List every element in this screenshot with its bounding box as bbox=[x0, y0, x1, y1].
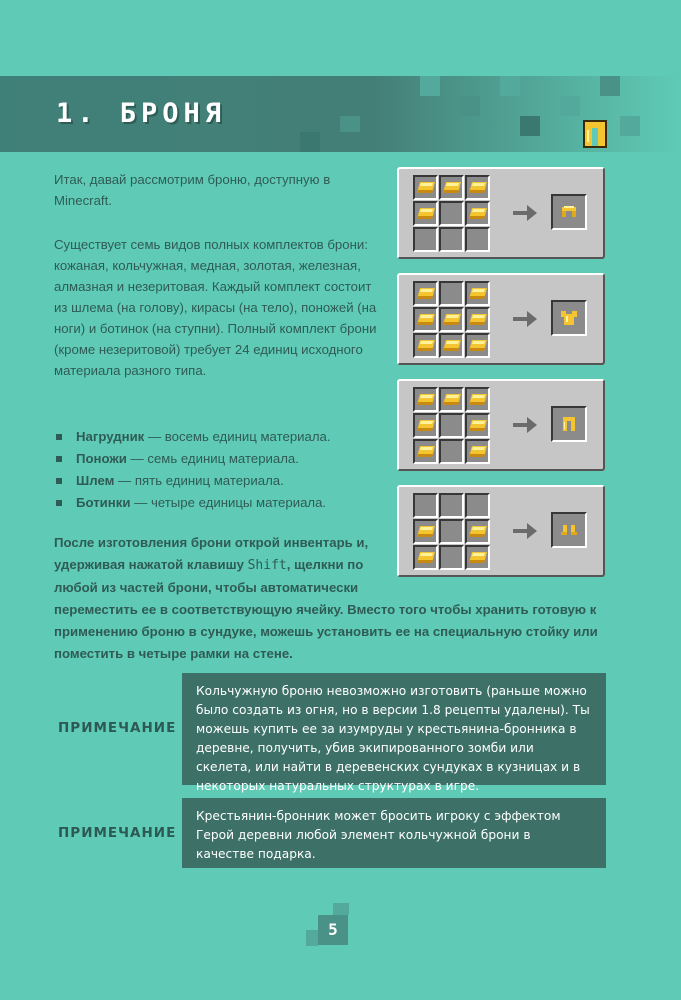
crafting-slot bbox=[465, 281, 490, 306]
crafting-slot bbox=[439, 413, 464, 438]
crafting-slot bbox=[413, 227, 438, 252]
gold-ingot-icon bbox=[469, 314, 487, 325]
bullet-icon bbox=[56, 500, 62, 506]
page-number: 5 bbox=[328, 920, 338, 939]
gold-ingot-icon bbox=[417, 288, 435, 299]
bullet-list bbox=[54, 426, 384, 514]
crafting-slot bbox=[465, 387, 490, 412]
crafting-slot bbox=[413, 439, 438, 464]
crafting-grid bbox=[413, 387, 491, 465]
crafting-slot bbox=[439, 493, 464, 518]
bullet-text: — семь единиц материала. bbox=[126, 451, 299, 466]
gold-ingot-icon bbox=[443, 182, 461, 193]
bullet-text: — пять единиц материала. bbox=[114, 473, 284, 488]
list-item bbox=[54, 470, 384, 492]
recipe-boots bbox=[397, 485, 605, 577]
gold-ingot-icon bbox=[417, 314, 435, 325]
output-slot bbox=[551, 194, 587, 230]
bullet-icon bbox=[56, 478, 62, 484]
crafting-slot bbox=[439, 227, 464, 252]
crafting-grid bbox=[413, 281, 491, 359]
note-box: Крестьянин-бронник может бросить игроку с эффектом Герой деревни любой элемент кольчужной брони в качестве подарка. bbox=[182, 798, 606, 868]
output-slot bbox=[551, 300, 587, 336]
output-slot bbox=[551, 406, 587, 442]
crafting-slot bbox=[465, 307, 490, 332]
crafting-slot bbox=[439, 175, 464, 200]
gold-ingot-icon bbox=[469, 552, 487, 563]
bullet-term: Поножи bbox=[76, 451, 127, 466]
gold-ingot-icon bbox=[417, 394, 435, 405]
banner-pixel bbox=[300, 132, 320, 152]
gold-ingot-icon bbox=[443, 314, 461, 325]
banner-pixel bbox=[500, 76, 520, 96]
gold-ingot-icon bbox=[443, 340, 461, 351]
crafting-slot bbox=[439, 519, 464, 544]
crafting-slot bbox=[439, 307, 464, 332]
crafting-slot bbox=[465, 413, 490, 438]
gold-ingot-icon bbox=[469, 340, 487, 351]
crafting-slot bbox=[439, 545, 464, 570]
crafting-slot bbox=[465, 493, 490, 518]
recipe-leggings bbox=[397, 379, 605, 471]
gold-ingot-icon bbox=[417, 420, 435, 431]
banner-pixel bbox=[340, 116, 360, 132]
crafting-slot bbox=[439, 333, 464, 358]
banner-pixel bbox=[520, 116, 540, 136]
instructions-text-2: , щелкни по любой из частей брони, чтобы автоматически переместить ее в соответствующую ячейку. Вместо того чтобы хранить готовую к применению броню в сундуке, можешь установить ее на специальную стойку или поместить в четыре рамки на стене. bbox=[54, 557, 598, 661]
crafting-slot bbox=[465, 333, 490, 358]
crafting-slot bbox=[439, 439, 464, 464]
note-label: ПРИМЕЧАНИЕ bbox=[58, 825, 177, 841]
gold-ingot-icon bbox=[443, 394, 461, 405]
gold-ingot-icon bbox=[417, 526, 435, 537]
crafting-slot bbox=[439, 387, 464, 412]
instructions-text-1: После изготовления брони открой инвентарь и, удерживая нажатой клавишу bbox=[54, 535, 369, 572]
gold-ingot-icon bbox=[469, 420, 487, 431]
crafting-slot bbox=[413, 201, 438, 226]
gold-helmet-icon bbox=[559, 202, 579, 222]
crafting-slot bbox=[465, 545, 490, 570]
crafting-grid bbox=[413, 493, 491, 571]
arrow-right-icon bbox=[513, 205, 537, 221]
output-slot bbox=[551, 512, 587, 548]
crafting-slot bbox=[413, 493, 438, 518]
note-box: Кольчужную броню невозможно изготовить (раньше можно было создать из огня, но в версии 1.8 рецепты удалены). Ты можешь купить ее за изумруды у крестьянина-бронника в деревне, получить, убив экипированного зомби или скелета, или найти в деревенских сундуках в кузницах и в некоторых натуральных структурах в игре. bbox=[182, 673, 606, 785]
gold-ingot-icon bbox=[417, 552, 435, 563]
banner-pixel bbox=[460, 96, 480, 116]
crafting-slot bbox=[413, 413, 438, 438]
gold-leggings-icon bbox=[559, 414, 579, 434]
bullet-term: Нагрудник bbox=[76, 429, 145, 444]
bullet-icon bbox=[56, 434, 62, 440]
pagenum-pixel bbox=[333, 903, 349, 915]
list-item bbox=[54, 492, 384, 514]
recipe-helmet bbox=[397, 167, 605, 259]
crafting-slot bbox=[413, 387, 438, 412]
banner-pixel bbox=[560, 96, 580, 116]
crafting-slot bbox=[465, 439, 490, 464]
arrow-right-icon bbox=[513, 523, 537, 539]
crafting-slot bbox=[413, 519, 438, 544]
gold-ingot-icon bbox=[469, 394, 487, 405]
list-item bbox=[54, 448, 384, 470]
gold-ingot-icon bbox=[469, 526, 487, 537]
page-title: 1. БРОНЯ bbox=[56, 98, 227, 129]
crafting-slot bbox=[465, 519, 490, 544]
crafting-slot bbox=[439, 201, 464, 226]
shift-key-label: Shift bbox=[247, 558, 287, 573]
crafting-slot bbox=[465, 201, 490, 226]
bullet-icon bbox=[56, 456, 62, 462]
bullet-term: Шлем bbox=[76, 473, 115, 488]
gold-ingot-icon bbox=[469, 208, 487, 219]
gold-chestplate-icon bbox=[559, 308, 579, 328]
crafting-slot bbox=[413, 175, 438, 200]
crafting-slot bbox=[413, 545, 438, 570]
crafting-slot bbox=[413, 307, 438, 332]
crafting-slot bbox=[465, 175, 490, 200]
gold-ingot-icon bbox=[417, 182, 435, 193]
gold-ingot-icon bbox=[469, 446, 487, 457]
gold-ingot-icon bbox=[469, 182, 487, 193]
crafting-slot bbox=[465, 227, 490, 252]
gold-boots-icon bbox=[559, 520, 579, 540]
gold-ingot-icon bbox=[417, 208, 435, 219]
bullet-text: — четыре единицы материала. bbox=[130, 495, 327, 510]
arrow-right-icon bbox=[513, 417, 537, 433]
note-label: ПРИМЕЧАНИЕ bbox=[58, 720, 177, 736]
banner-pixel bbox=[420, 76, 440, 96]
intro-paragraph-2: Существует семь видов полных комплектов брони: кожаная, кольчужная, медная, золотая, железная, алмазная и незеритовая. Каждый комплект состоит из шлема (на голову), кирасы (на тело), поножей (на ноги) и ботинок (на ступни). Полный комплект брони (кроме незеритовой) требует 24 единиц исходного материала разного типа. bbox=[54, 237, 377, 378]
gold-ingot-icon bbox=[417, 446, 435, 457]
banner-pixel bbox=[600, 76, 620, 96]
crafting-slot bbox=[413, 281, 438, 306]
list-item bbox=[54, 426, 384, 448]
crafting-slot bbox=[413, 333, 438, 358]
recipe-chestplate bbox=[397, 273, 605, 365]
pagenum-pixel bbox=[306, 930, 318, 946]
gold-leggings-icon bbox=[583, 120, 607, 148]
gold-ingot-icon bbox=[417, 340, 435, 351]
arrow-right-icon bbox=[513, 311, 537, 327]
intro-paragraph-1: Итак, давай рассмотрим броню, доступную в Minecraft. bbox=[54, 172, 331, 208]
gold-ingot-icon bbox=[469, 288, 487, 299]
crafting-slot bbox=[439, 281, 464, 306]
banner-pixel bbox=[620, 116, 640, 136]
bullet-text: — восемь единиц материала. bbox=[144, 429, 331, 444]
bullet-term: Ботинки bbox=[76, 495, 131, 510]
crafting-grid bbox=[413, 175, 491, 253]
